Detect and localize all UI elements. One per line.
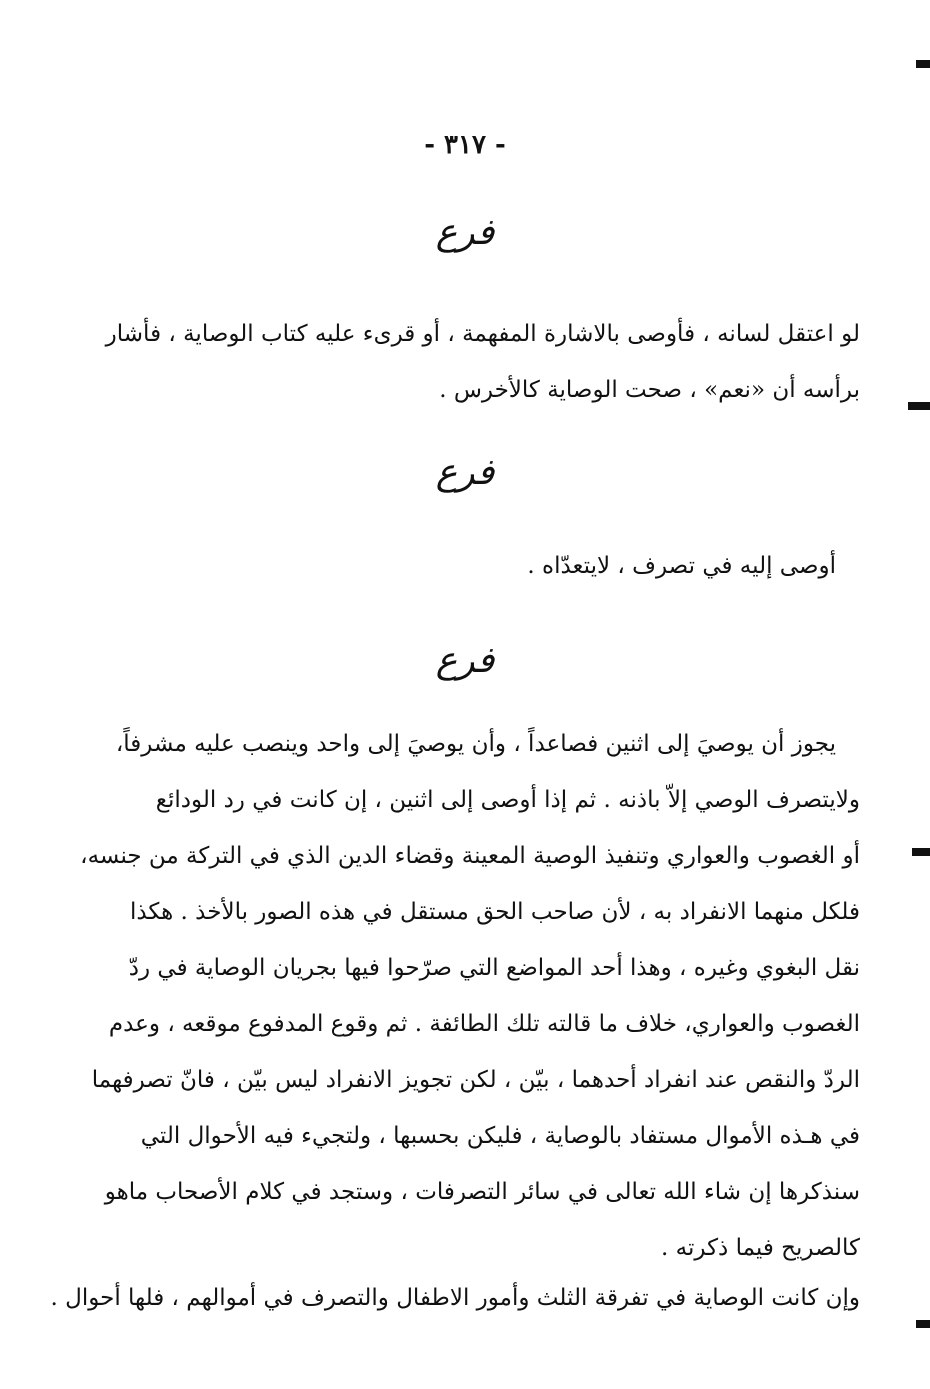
text-line: ولايتصرف الوصي إلاّ باذنه . ثم إذا أوصى إلى اثنين ، إن كانت في رد الودائع <box>155 787 860 813</box>
section-heading: فرع <box>435 452 495 493</box>
scan-edge-mark <box>916 60 930 68</box>
section-paragraph <box>105 306 860 418</box>
section-paragraph <box>50 716 860 1320</box>
scan-edge-mark <box>908 402 930 410</box>
page-number: - ٣١٧ - <box>424 130 506 160</box>
text-line: يجوز أن يوصيَ إلى اثنين فصاعداً ، وأن يوصيَ إلى واحد وينصب عليه مشرفاً، <box>115 731 836 757</box>
text-line: الردّ والنقص عند انفراد أحدهما ، بيّن ، لكن تجويز الانفراد ليس بيّن ، فانّ تصرفهما <box>91 1067 860 1093</box>
scan-edge-mark <box>912 848 930 856</box>
section-paragraph <box>132 538 860 594</box>
text-line: نقل البغوي وغيره ، وهذا أحد المواضع التي صرّحوا فيها بجريان الوصاية في ردّ <box>128 955 860 981</box>
text-line: أو الغصوب والعواري وتنفيذ الوصية المعينة وقضاء الدين الذي في التركة من جنسه، <box>80 843 860 869</box>
text-line: سنذكرها إن شاء الله تعالى في سائر التصرفات ، وستجد في كلام الأصحاب ماهو <box>104 1179 860 1205</box>
text-line: وإن كانت الوصاية في تفرقة الثلث وأمور الاطفال والتصرف في أموالهم ، فلها أحوال . <box>50 1285 860 1311</box>
scan-edge-mark <box>916 1320 930 1328</box>
text-line: الغصوب والعواري، خلاف ما قالته تلك الطائفة . ثم وقوع المدفوع موقعه ، وعدم <box>108 1011 860 1037</box>
text-line: في هـذه الأموال مستفاد بالوصاية ، فليكن بحسبها ، ولتجيء فيه الأحوال التي <box>140 1123 860 1149</box>
section-heading: فرع <box>435 640 495 681</box>
text-line: برأسه أن «نعم» ، صحت الوصاية كالأخرس . <box>439 377 860 403</box>
section-heading: فرع <box>435 212 495 253</box>
text-line: أوصى إليه في تصرف ، لايتعدّاه . <box>527 553 836 579</box>
text-line: كالصريح فيما ذكرته . <box>661 1235 860 1261</box>
text-line: لو اعتقل لسانه ، فأوصى بالاشارة المفهمة ، أو قرىء عليه كتاب الوصاية ، فأشار <box>105 321 860 347</box>
text-line: فلكل منهما الانفراد به ، لأن صاحب الحق مستقل في هذه الصور بالأخذ . هكذا <box>129 899 860 925</box>
